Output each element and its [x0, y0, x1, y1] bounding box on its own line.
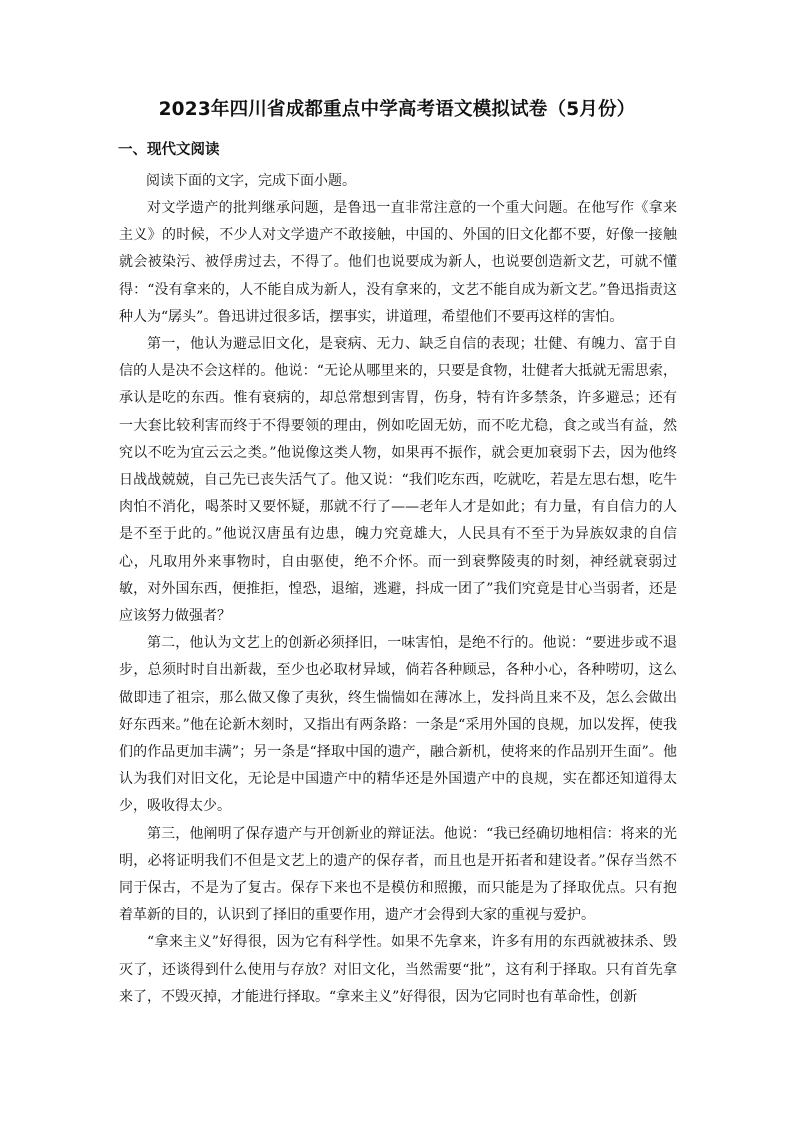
passage-paragraph: 第二，他认为文艺上的创新必须择旧，一味害怕，是绝不行的。他说：“要进步或不退步，总须时时自出新裁，至少也必取材异域，倘若各种顾忌，各种小心，各种唠叨，这么做即违了祖宗，那么做又像了夷狄，终生惴惴如在薄冰上，发抖尚且来不及，怎么会做出好东西来。”他在论新木刻时，又指出有两条路：一条是“采用外国的良规，加以发挥，使我们的作品更加丰满”；另一条是“择取中国的遗产，融合新机，使将来的作品别开生面”。他认为我们对旧文化，无论是中国遗产中的精华还是外国遗产中的良规，实在都还知道得太少，吸收得太少。 — [119, 635, 677, 815]
passage-paragraph: 对文学遗产的批判继承问题，是鲁迅一直非常注意的一个重大问题。在他写作《拿来主义》的时候，不少人对文学遗产不敢接触，中国的、外国的旧文化都不要，好像一接触就会被染污、被俘虏过去，不得了。他们也说要成为新人，也说要创造新文艺，可就不懂得：“没有拿来的，人不能自成为新人，没有拿来的，文艺不能自成为新文艺。”鲁迅指责这种人为“孱头”。鲁迅讲过很多话，摆事实，讲道理，希望他们不要再这样的害怕。 — [119, 200, 677, 325]
reading-instruction: 阅读下面的文字，完成下面小题。 — [146, 173, 356, 189]
reading-passage — [119, 195, 677, 1011]
document-title: 2023年四川省成都重点中学高考语文模拟试卷（5月份） — [158, 99, 636, 120]
passage-paragraph: 第三，他阐明了保存遗产与开创新业的辩证法。他说：“我已经确切地相信：将来的光明，必将证明我们不但是文艺上的遗产的保存者，而且也是开拓者和建设者。”保存当然不同于保古，不是为了复古。保存下来也不是模仿和照搬，而只能是为了择取优点。只有抱着革新的目的，认识到了择旧的重要作用，遗产才会得到大家的重视与爱护。 — [119, 825, 677, 924]
passage-paragraph: 第一，他认为避忌旧文化，是衰病、无力、缺乏自信的表现；壮健、有魄力、富于自信的人是决不会这样的。他说：“无论从哪里来的，只要是食物，壮健者大抵就无需思索，承认是吃的东西。惟有衰病的，却总常想到害胃，伤身，特有许多禁条，许多避忌；还有一大套比较利害而终于不得要领的理由，例如吃固无妨，而不吃尤稳，食之或当有益，然究以不吃为宜云云之类。”他说像这类人物，如果再不振作，就会更加衰弱下去，因为他终日战战兢兢，自己先已丧失活气了。他又说：“我们吃东西，吃就吃，若是左思右想，吃牛肉怕不消化，喝茶时又要怀疑，那就不行了——老年人才是如此；有力量，有自信力的人是不至于此的。”他说汉唐虽有边患，魄力究竟雄大，人民具有不至于为异族奴隶的自信心，凡取用外来事物时，自由驱使，绝不介怀。而一到衰弊陵夷的时刻，神经就衰弱过敏，对外国东西，便推拒，惶恐，退缩，逃避，抖成一团了”我们究竟是甘心当弱者，还是应该努力做强者？ — [119, 336, 677, 625]
section-heading: 一、现代文阅读 — [118, 142, 220, 158]
passage-paragraph: “拿来主义”好得很，因为它有科学性。如果不先拿来，许多有用的东西就被抹杀、毁灭了，还谈得到什么使用与存放？对旧文化，当然需要“批”，这有利于择取。只有首先拿来了，不毁灭掉，才能进行择取。“拿来主义”好得很，因为它同时也有革命性，创新 — [119, 934, 677, 1005]
